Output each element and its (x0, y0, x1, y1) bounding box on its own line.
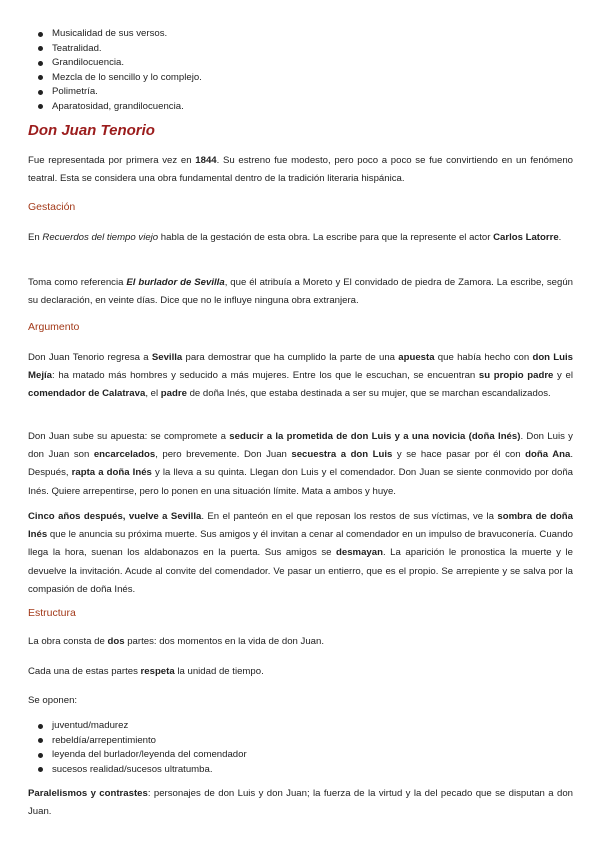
section-heading-estructura: Estructura (28, 607, 76, 619)
list-item: juventud/madurez (38, 719, 247, 734)
intro-bullet-list (38, 27, 202, 115)
list-item: rebeldía/arrepentimiento (38, 734, 247, 749)
list-item: Polimetría. (38, 85, 202, 100)
list-item: leyenda del burlador/leyenda del comendador (38, 748, 247, 763)
list-item: sucesos realidad/sucesos ultratumba. (38, 763, 247, 778)
gestacion-paragraph-2: Toma como referencia El burlador de Sevilla, que él atribuía a Moreto y El convidado de piedra de Zamora. La escribe, según su declaración, en veinte días. Dice que no le influye ninguna obra extranjera. (28, 277, 574, 307)
list-item: Teatralidad. (38, 42, 202, 57)
intro-paragraph: Fue representada por primera vez en 1844. Su estreno fue modesto, pero poco a poco se fue convirtiendo en un fenómeno teatral. Esta se considera una obra fundamental dentro de la tradición literaria hispánica. (28, 155, 574, 185)
argumento-paragraph-1: Don Juan Tenorio regresa a Sevilla para demostrar que ha cumplido la parte de una apuesta que había hecho con don Luis Mejía: ha matado más hombres y seducido a más mujeres. Entre los que le escuchan, se encuentran su propio padre y el comendador de Calatrava, el padre de doña Inés, que estaba destinada a ser su mujer, que se marchan escandalizados. (28, 352, 574, 400)
page-title: Don Juan Tenorio (28, 122, 155, 139)
list-item: Mezcla de lo sencillo y lo complejo. (38, 71, 202, 86)
estructura-bullet-list (38, 719, 247, 777)
argumento-paragraph-2: Don Juan sube su apuesta: se compromete a seducir a la prometida de don Luis y a una novicia (doña Inés). Don Luis y don Juan son encarcelados, pero brevemente. Don Juan secuestra a don Luis y se hace pasar por él con doña Ana. Después, rapta a doña Inés y la lleva a su quinta. Llegan don Luis y el comendador. Don Juan se siente conmovido por doña Inés. Quiere arrepentirse, pero lo ponen en una situación límite. Mata a ambos y huye. (28, 431, 573, 497)
list-item: Aparatosidad, grandilocuencia. (38, 100, 202, 115)
list-item: Musicalidad de sus versos. (38, 27, 202, 42)
section-heading-gestacion: Gestación (28, 201, 76, 213)
list-item: Grandilocuencia. (38, 56, 202, 71)
estructura-paragraph-1: La obra consta de dos partes: dos momentos en la vida de don Juan. (28, 636, 325, 647)
estructura-paragraph-2: Cada una de estas partes respeta la unidad de tiempo. (28, 666, 264, 677)
estructura-paragraph-3: Se oponen: (28, 695, 78, 706)
argumento-paragraph-3: Cinco años después, vuelve a Sevilla. En el panteón en el que reposan los restos de sus víctimas, ve la sombra de doña Inés que le anuncia su próxima muerte. Sus amigos y él invitan a cenar al comendador en un impulso de bravuconería. Cuando llega la hora, suenan los aldabonazos en la puerta. Sus amigos se desmayan. La aparición le pronostica la muerte y le devuelve la invitación. Acude al convite del comendador. Ve pasar un entierro, que es el propio. Se arrepiente y se salva por la compasión de doña Inés. (28, 511, 573, 595)
section-heading-argumento: Argumento (28, 321, 80, 333)
gestacion-paragraph-1: En Recuerdos del tiempo viejo habla de la gestación de esta obra. La escribe para que la represente el actor Carlos Latorre. (28, 232, 562, 243)
estructura-paragraph-4: Paralelismos y contrastes: personajes de don Luis y don Juan; la fuerza de la virtud y la del pecado que se disputan a don Juan. (28, 788, 573, 818)
